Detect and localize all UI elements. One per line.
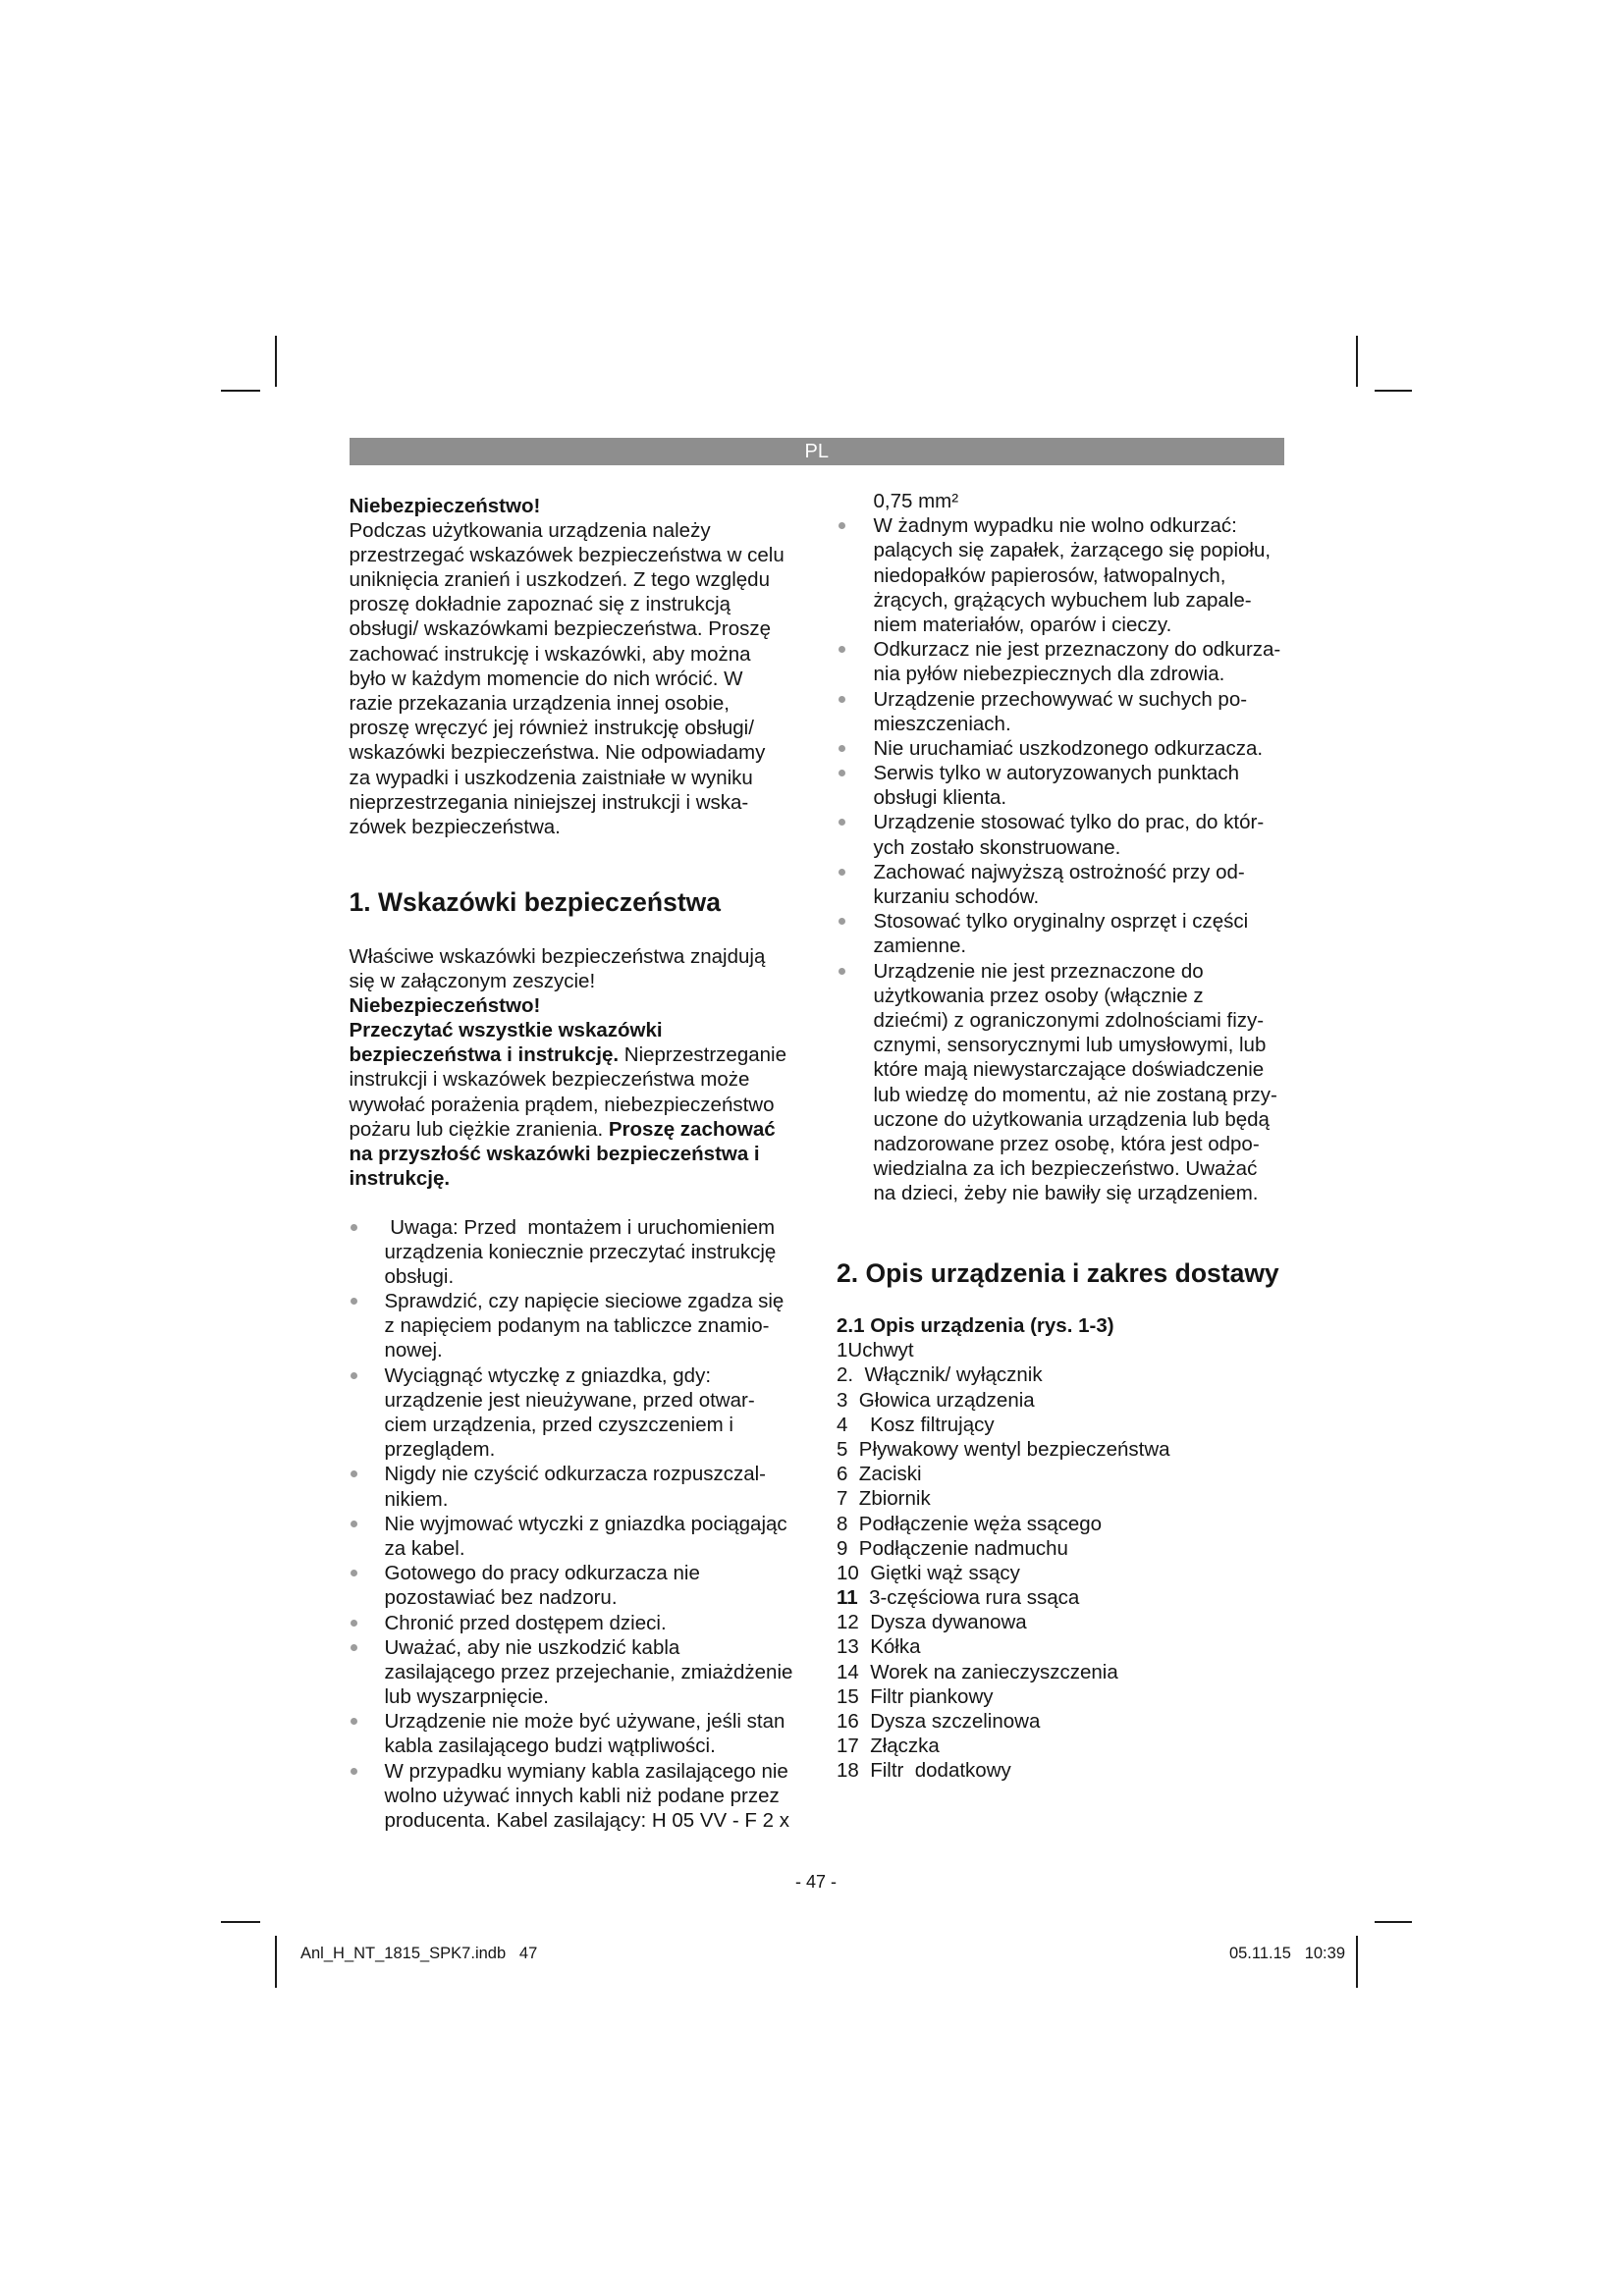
crop-mark-bottom-left-vertical: [275, 1936, 277, 1988]
text-line: nieprzestrzegania niniejszej instrukcji i wska-: [349, 790, 749, 814]
text-line: 17 Złączka: [837, 1735, 940, 1758]
text-line: wiedzialna za ich bezpieczeństwo. Uważać: [873, 1157, 1258, 1181]
text-line: urządzenie jest nieużywane, przed otwar-: [384, 1388, 755, 1412]
bullet-text: [385, 1512, 796, 1561]
crop-mark-bottom-left-horizontal: [221, 1921, 260, 1923]
text-line: Odkurzacz nie jest przeznaczony do odkurza-: [873, 638, 1281, 662]
text-line: 10 Giętki wąż ssący: [837, 1561, 1020, 1584]
text-line: przestrzegać wskazówek bezpieczeństwa w celu: [349, 543, 785, 566]
text-line: Urządzenie nie może być używane, jeśli stan: [384, 1710, 785, 1734]
bullet-icon: [839, 770, 845, 776]
bullet-icon: [839, 819, 845, 826]
text-line: Wyciągnąć wtyczkę z gniazdka, gdy:: [384, 1363, 712, 1387]
text-line: razie przekazania urządzenia innej osobie,: [349, 692, 730, 715]
text-line: 12 Dysza dywanowa: [837, 1611, 1027, 1634]
bullet-icon: [839, 968, 845, 975]
bullet-item: [837, 761, 1284, 810]
text-line: uczone do użytkowania urządzenia lub będą: [873, 1107, 1270, 1131]
section-2-1-parts: [837, 1313, 1284, 1784]
section-1-heading: 1. Wskazówki bezpieczeństwa: [349, 886, 721, 917]
text-line: było w każdym momencie do nich wrócić. W: [349, 667, 743, 690]
bullet-icon: [839, 918, 845, 925]
danger-notice-title: Niebezpieczeństwo!: [349, 494, 541, 517]
text-line: W przypadku wymiany kabla zasilającego nie: [384, 1759, 788, 1783]
text-line: [350, 1018, 796, 1042]
text-line: instrukcji i wskazówek bezpieczeństwa może: [349, 1068, 750, 1092]
bullet-text: [874, 761, 1285, 810]
text-line: niedopałków papierosów, łatwopalnych,: [873, 563, 1226, 587]
bold-text-segment: Przeczytać wszystkie wskazówki: [349, 1019, 663, 1042]
bullet-text: [385, 1635, 796, 1710]
language-bar: PL: [350, 438, 1285, 466]
bullet-item: [350, 1462, 796, 1511]
crop-mark-bottom-right-vertical: [1356, 1936, 1358, 1988]
text-line: 7 Zbiornik: [837, 1487, 931, 1511]
bullet-item: [350, 1289, 796, 1363]
bullet-item: [350, 1363, 796, 1463]
text-line: zówek bezpieczeństwa.: [349, 815, 561, 838]
text-line: nowej.: [384, 1339, 443, 1362]
text-line: które mają niewystarczające doświadczenie: [873, 1058, 1265, 1082]
text-line: 5 Pływakowy wentyl bezpieczeństwa: [837, 1437, 1170, 1461]
section-2-heading: 2. Opis urządzenia i zakres dostawy: [837, 1257, 1279, 1288]
text-line: nadzorowane przez osobę, która jest odpo-: [873, 1132, 1260, 1155]
bullet-text: [385, 1611, 796, 1635]
bullet-text: [874, 810, 1285, 859]
text-line: urządzenia koniecznie przeczytać instrukcję: [384, 1240, 777, 1263]
continued-line: 0,75 mm²: [873, 490, 959, 512]
text-line: 18 Filtr dodatkowy: [837, 1759, 1011, 1783]
bullet-text: [385, 1462, 796, 1511]
text-line: mieszczeniach.: [873, 712, 1011, 735]
text-line: Urządzenie przechowywać w suchych po-: [873, 687, 1248, 711]
text-line: W żadnym wypadku nie wolno odkurzać:: [873, 514, 1237, 538]
text-line: uniknięcia zranień i uszkodzeń. Z tego względu: [349, 568, 770, 592]
bold-text-segment: instrukcję.: [349, 1167, 451, 1191]
text-line: Podczas użytkowania urządzenia należy: [349, 518, 711, 542]
text-line: Gotowego do pracy odkurzacza nie: [384, 1562, 700, 1585]
text-line: się w załączonym zeszycie!: [349, 969, 596, 992]
text-line: [837, 1585, 1284, 1610]
bullet-icon: [351, 1470, 357, 1477]
bullet-text: [874, 687, 1285, 736]
bullet-item: [350, 1611, 796, 1635]
page-number: - 47 -: [794, 1872, 837, 1892]
text-line: producenta. Kabel zasilający: H 05 VV - F 2 x: [384, 1809, 789, 1832]
text-line: proszę dokładnie zapoznać się z instrukcją: [349, 593, 731, 616]
text-line: ciem urządzenia, przed czyszczeniem i: [384, 1414, 733, 1436]
subsection-title: 2.1 Opis urządzenia (rys. 1-3): [837, 1314, 1114, 1337]
bullet-text: [385, 1363, 796, 1463]
text-line: Stosować tylko oryginalny osprzęt i części: [873, 910, 1249, 934]
text-line: Uwaga: Przed montażem i uruchomieniem: [384, 1215, 776, 1239]
bullet-item: [837, 513, 1284, 637]
text-line: nikiem.: [384, 1487, 449, 1511]
text-line: 9 Podłączenie nadmuchu: [837, 1536, 1068, 1560]
bullet-text: [874, 860, 1285, 909]
text-line: użytkowania przez osoby (włącznie z: [873, 984, 1204, 1007]
bullet-item: [350, 1709, 796, 1758]
text-line: palących się zapałek, żarzącego się popiołu,: [873, 539, 1272, 562]
bullet-item: [837, 810, 1284, 859]
bullet-icon: [351, 1644, 357, 1651]
text-line: Urządzenie nie jest przeznaczone do: [873, 959, 1204, 983]
text-line: 14 Worek na zanieczyszczenia: [837, 1660, 1118, 1683]
text-line: obsługi/ wskazówkami bezpieczeństwa. Proszę: [349, 617, 772, 641]
bullet-text: [385, 1561, 796, 1610]
text-segment: 3-częściowa rura ssąca: [857, 1586, 1080, 1610]
bullet-item: [837, 959, 1284, 1206]
bold-text-segment: na przyszłość wskazówki bezpieczeństwa i: [349, 1143, 760, 1165]
bullet-text: [874, 637, 1285, 686]
text-line: 2. Włącznik/ wyłącznik: [837, 1363, 1043, 1387]
bullet-text: [874, 959, 1285, 1206]
bullet-item: [837, 687, 1284, 736]
text-line: obsługi klienta.: [873, 786, 1007, 810]
text-line: obsługi.: [384, 1264, 455, 1288]
text-line: [350, 993, 796, 1018]
bullet-text: [385, 1759, 796, 1834]
bullet-icon: [839, 869, 845, 876]
text-line: pozostawiać bez nadzoru.: [384, 1586, 618, 1610]
text-line: żrących, grążących wybuchem lub zapale-: [873, 588, 1252, 612]
bullet-icon: [351, 1718, 357, 1725]
bullet-icon: [839, 646, 845, 653]
text-line: 8 Podłączenie węża ssącego: [837, 1512, 1103, 1535]
text-line: [350, 1166, 796, 1191]
text-line: proszę wręczyć jej również instrukcję obsługi/: [349, 717, 754, 740]
bullet-icon: [351, 1372, 357, 1379]
text-line: 13 Kółka: [837, 1635, 921, 1659]
bullet-item: [350, 1759, 796, 1834]
crop-mark-top-left-vertical: [275, 336, 277, 387]
section-1-safety-list: [350, 1215, 796, 1834]
bullet-icon: [839, 696, 845, 703]
text-line: 6 Zaciski: [837, 1463, 922, 1486]
text-line: Serwis tylko w autoryzowanych punktach: [873, 762, 1240, 785]
bullet-text: [874, 736, 1285, 761]
section-1-intro: [350, 944, 796, 1192]
text-line: Chronić przed dostępem dzieci.: [384, 1611, 667, 1634]
text-line: [350, 1117, 796, 1142]
text-line: niem materiałów, oparów i cieczy.: [873, 613, 1172, 636]
safety-list: [837, 513, 1284, 1205]
text-line: lub wyszarpnięcie.: [384, 1685, 549, 1709]
text-line: przeglądem.: [384, 1438, 496, 1462]
text-line: wolno używać innych kabli niż podane przez: [384, 1784, 780, 1807]
safety-list-continued: [837, 489, 1284, 1205]
danger-notice-text: [350, 518, 796, 839]
text-line: Nie wyjmować wtyczki z gniazdka pociągając: [384, 1512, 787, 1535]
text-line: Właściwe wskazówki bezpieczeństwa znajdują: [349, 944, 766, 968]
bullet-item: [837, 736, 1284, 761]
bold-text-segment: Niebezpieczeństwo!: [349, 993, 541, 1017]
text-segment: pożaru lub ciężkie zranienia.: [349, 1117, 604, 1141]
text-line: za wypadki i uszkodzenia zaistniałe w wyniku: [349, 766, 753, 789]
text-line: zachować instrukcję i wskazówki, aby można: [349, 642, 751, 666]
text-line: kurzaniu schodów.: [873, 885, 1040, 908]
bullet-icon: [351, 1224, 357, 1231]
crop-mark-top-left-horizontal: [221, 390, 260, 392]
bullet-icon: [351, 1620, 357, 1627]
text-line: 4 Kosz filtrujący: [837, 1413, 995, 1436]
print-timestamp: 05.11.15 10:39: [1228, 1945, 1345, 1962]
bullet-icon: [351, 1298, 357, 1305]
text-line: cznymi, sensorycznymi lub umysłowymi, lub: [873, 1034, 1267, 1057]
bold-text-segment: Proszę zachować: [603, 1117, 776, 1141]
bullet-item: [837, 637, 1284, 686]
text-line: lub wiedzę do momentu, aż nie zostaną przy-: [873, 1083, 1277, 1106]
text-line: za kabel.: [384, 1536, 465, 1560]
danger-notice: [350, 494, 796, 840]
text-line: [350, 1142, 796, 1166]
text-line: dziećmi) z ograniczonymi zdolnościami fizy-: [873, 1008, 1265, 1032]
bullet-icon: [351, 1521, 357, 1527]
bullet-item: [350, 1215, 796, 1290]
text-line: zamienne.: [873, 934, 967, 958]
text-line: 3 Głowica urządzenia: [837, 1388, 1035, 1412]
crop-mark-bottom-right-horizontal: [1375, 1921, 1412, 1923]
text-line: zasilającego przez przejechanie, zmiażdżenie: [384, 1660, 793, 1683]
text-line: kabla zasilającego budzi wątpliwości.: [384, 1735, 716, 1758]
text-line: z napięciem podanym na tabliczce znamio-: [384, 1314, 770, 1338]
text-line: Zachować najwyższą ostrożność przy od-: [873, 860, 1245, 883]
bullet-item: [350, 1512, 796, 1561]
bullet-text: [385, 1289, 796, 1363]
crop-mark-top-right-vertical: [1356, 336, 1358, 387]
bold-text-segment: 11: [837, 1586, 858, 1610]
bullet-icon: [351, 1570, 357, 1576]
bullet-item: [350, 1561, 796, 1610]
text-line: wskazówki bezpieczeństwa. Nie odpowiadamy: [349, 741, 766, 765]
bullet-icon: [839, 522, 845, 529]
text-line: Sprawdzić, czy napięcie sieciowe zgadza się: [384, 1290, 785, 1313]
parts-list: [837, 1338, 1284, 1783]
bullet-item: [350, 1635, 796, 1710]
bold-text-segment: bezpieczeństwa i instrukcję.: [349, 1043, 620, 1067]
crop-mark-top-right-horizontal: [1375, 390, 1412, 392]
text-line: nia pyłów niebezpiecznych dla zdrowia.: [873, 663, 1225, 686]
text-line: 1Uchwyt: [837, 1339, 914, 1362]
text-line: 16 Dysza szczelinowa: [837, 1710, 1041, 1733]
bullet-item: [837, 860, 1284, 909]
bullet-icon: [351, 1768, 357, 1775]
text-line: wywołać porażenia prądem, niebezpieczeństwo: [349, 1093, 775, 1116]
bullet-text: [874, 909, 1285, 958]
text-line: Nigdy nie czyścić odkurzacza rozpuszczal-: [384, 1463, 766, 1486]
bullet-text: [385, 1709, 796, 1758]
bullet-item: [837, 909, 1284, 958]
file-info: Anl_H_NT_1815_SPK7.indb 47: [300, 1945, 538, 1962]
text-line: Urządzenie stosować tylko do prac, do któr-: [873, 811, 1265, 834]
text-line: ych zostało skonstruowane.: [873, 835, 1121, 859]
text-segment: Nieprzestrzeganie: [619, 1043, 786, 1067]
text-line: Nie uruchamiać uszkodzonego odkurzacza.: [873, 736, 1264, 760]
text-line: 15 Filtr piankowy: [837, 1684, 994, 1708]
text-line: Uważać, aby nie uszkodzić kabla: [384, 1635, 680, 1659]
bullet-text: [874, 513, 1285, 637]
text-line: [350, 1042, 796, 1067]
text-line: na dzieci, żeby nie bawiły się urządzeniem.: [873, 1182, 1259, 1205]
bullet-text: [385, 1215, 796, 1290]
bullet-icon: [839, 745, 845, 752]
